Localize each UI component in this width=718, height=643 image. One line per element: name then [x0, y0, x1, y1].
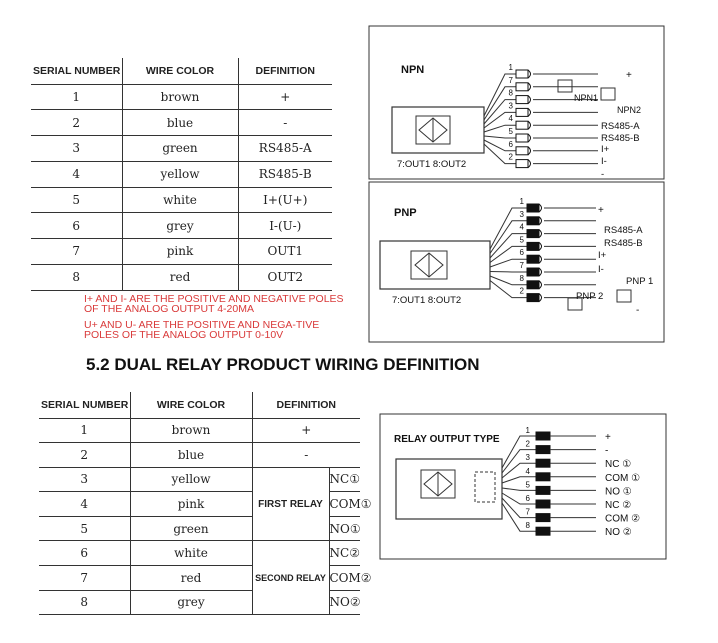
- analog-current-note: I+ AND I- ARE THE POSITIVE AND NEGATIVE POLES OF THE ANALOG OUTPUT 4-20MA: [84, 293, 344, 315]
- color-cell: green: [130, 516, 252, 541]
- npn-iminus-label: I-: [601, 156, 607, 167]
- pin-number: 8: [519, 273, 524, 283]
- npn-wires: [484, 63, 598, 168]
- relay-output-label: +: [605, 432, 611, 443]
- definition-cell: COM②: [329, 566, 360, 591]
- connector-plug: [527, 204, 539, 212]
- serial-cell: 4: [31, 161, 122, 187]
- connector-plug: [527, 281, 539, 289]
- connector-plug: [516, 83, 528, 91]
- wire-line: [502, 493, 536, 504]
- serial-cell: 8: [31, 264, 122, 290]
- pin-number: 4: [519, 222, 524, 232]
- serial-cell: 3: [31, 136, 122, 162]
- pin-number: 1: [508, 63, 513, 72]
- color-cell: pink: [130, 492, 252, 517]
- pin-number: 5: [508, 127, 513, 136]
- serial-cell: 5: [39, 516, 130, 541]
- serial-cell: 8: [39, 590, 130, 615]
- connector-plug: [536, 446, 550, 454]
- relay-output-label: NC ①: [605, 459, 632, 471]
- pin-number: 4: [525, 466, 530, 476]
- serial-cell: 3: [39, 467, 130, 492]
- relay-output-label: -: [605, 445, 609, 457]
- pnp-frame: [369, 182, 664, 342]
- connector-plug: [527, 268, 539, 276]
- serial-cell: 4: [39, 492, 130, 517]
- pin-number: 7: [525, 507, 530, 517]
- pnp-iminus-label: I-: [598, 264, 604, 275]
- definition-cell: RS485-A: [238, 136, 332, 162]
- wire-line: [502, 450, 536, 473]
- first-relay-group: FIRST RELAY: [252, 467, 329, 541]
- connector-plug: [516, 147, 528, 155]
- serial-cell: 2: [31, 110, 122, 136]
- npn-iplus-label: I+: [601, 144, 610, 155]
- definition-cell: I+(U+): [238, 187, 332, 213]
- pin-number: 2: [519, 286, 524, 296]
- connector-plug: [516, 121, 528, 129]
- connector-plug: [516, 70, 528, 78]
- npn-diagram: [369, 26, 664, 180]
- header-wire-color: WIRE COLOR: [130, 392, 252, 418]
- pin-number: 8: [525, 521, 530, 531]
- wire-line: [502, 498, 536, 518]
- connector-plug: [527, 242, 539, 250]
- npn-plus-label: +: [626, 70, 632, 81]
- serial-cell: 7: [39, 566, 130, 591]
- header-serial-number: SERIAL NUMBER: [39, 392, 130, 418]
- pnp-rs485b-label: RS485-B: [604, 238, 643, 249]
- relay-output-label: NC ②: [605, 500, 632, 511]
- connector-plug: [536, 500, 550, 508]
- definition-cell: NC①: [329, 467, 360, 492]
- pnp-rs485a-label: RS485-A: [604, 225, 643, 236]
- definition-cell: OUT1: [238, 239, 332, 265]
- pnp-wires: [490, 197, 596, 302]
- pin-number: 7: [519, 261, 524, 270]
- serial-cell: 2: [39, 443, 130, 468]
- relay-output-label: NO ②: [605, 527, 632, 539]
- color-cell: brown: [122, 84, 238, 110]
- npn1-load: [558, 80, 572, 92]
- npn-rs485b-label: RS485-B: [601, 133, 640, 144]
- second-relay-group: SECOND RELAY: [252, 541, 329, 615]
- sensor-body: [392, 107, 484, 153]
- color-cell: red: [122, 264, 238, 290]
- serial-cell: 6: [31, 213, 122, 239]
- connector-plug: [516, 160, 528, 168]
- npn2-label: NPN2: [617, 105, 642, 115]
- definition-cell: NO②: [329, 590, 360, 615]
- wire-line: [490, 272, 527, 273]
- connector-plug: [536, 514, 550, 522]
- npn-minus-label: -: [601, 169, 605, 180]
- relay-title: RELAY OUTPUT TYPE: [394, 434, 500, 445]
- definition-cell: -: [238, 110, 332, 136]
- header-wire-color: WIRE COLOR: [122, 58, 238, 84]
- pin-number: 1: [519, 197, 524, 206]
- serial-cell: 1: [31, 84, 122, 110]
- definition-cell: RS485-B: [238, 161, 332, 187]
- relay-output-label: COM ①: [605, 472, 641, 484]
- serial-cell: 6: [39, 541, 130, 566]
- pin-number: 4: [508, 114, 513, 124]
- color-cell: yellow: [130, 467, 252, 492]
- pnp1-label: PNP 1: [626, 276, 654, 287]
- definition-cell: COM①: [329, 492, 360, 517]
- serial-cell: 1: [39, 418, 130, 443]
- connector-plug: [516, 108, 528, 116]
- wire-line: [502, 477, 536, 483]
- pin-number: 7: [508, 75, 513, 85]
- color-cell: brown: [130, 418, 252, 443]
- pin-number: 6: [525, 494, 530, 503]
- color-cell: yellow: [122, 161, 238, 187]
- connector-plug: [527, 294, 539, 302]
- pnp-iplus-label: I+: [598, 250, 607, 261]
- pin-number: 1: [525, 426, 530, 435]
- pin-number: 5: [525, 480, 530, 490]
- wire-line: [502, 463, 536, 478]
- connector-plug: [536, 473, 550, 481]
- sensor-body: [396, 459, 502, 519]
- pnp-title: PNP: [394, 207, 417, 219]
- color-cell: blue: [130, 443, 252, 468]
- header-definition: DEFINITION: [238, 58, 332, 84]
- relay-output-label: COM ②: [605, 513, 641, 525]
- serial-cell: 7: [31, 239, 122, 265]
- pnp-minus-label: -: [636, 305, 640, 316]
- sensor-body: [380, 241, 490, 289]
- connector-plug: [536, 459, 550, 467]
- npn-caption: 7:OUT1 8:OUT2: [397, 159, 467, 170]
- definition-cell: NC②: [329, 541, 360, 566]
- connector-plug: [536, 527, 550, 535]
- definition-cell: NO①: [329, 516, 360, 541]
- definition-cell: OUT2: [238, 264, 332, 290]
- relay-wires: [502, 426, 640, 538]
- connector-plug: [516, 134, 528, 142]
- pin-number: 6: [508, 139, 513, 149]
- color-cell: grey: [122, 213, 238, 239]
- color-cell: white: [122, 187, 238, 213]
- npn-title: NPN: [401, 64, 425, 76]
- definition-cell: -: [252, 443, 360, 468]
- connector-plug: [516, 96, 528, 104]
- color-cell: pink: [122, 239, 238, 265]
- connector-plug: [527, 217, 539, 225]
- relay-diagram: [380, 414, 666, 559]
- pnp-diagram: [369, 182, 664, 342]
- pin-number: 2: [508, 152, 513, 162]
- color-cell: red: [130, 566, 252, 591]
- connector-plug: [536, 486, 550, 494]
- analog-voltage-note: U+ AND U- ARE THE POSITIVE AND NEGA-TIVE POLES OF THE ANALOG OUTPUT 0-10V: [84, 319, 320, 341]
- definition-cell: +: [252, 418, 360, 443]
- wire-line: [484, 136, 516, 138]
- connector-plug: [527, 230, 539, 238]
- definition-cell: I-(U-): [238, 213, 332, 239]
- color-cell: grey: [130, 590, 252, 615]
- pnp-plus-label: +: [598, 205, 604, 216]
- connector-plug: [536, 432, 550, 440]
- pin-number: 6: [519, 248, 524, 258]
- definition-cell: +: [238, 84, 332, 110]
- pin-number: 3: [519, 209, 524, 219]
- relay-contacts: [475, 472, 495, 502]
- color-cell: blue: [122, 110, 238, 136]
- header-serial-number: SERIAL NUMBER: [31, 58, 122, 84]
- section-heading: 5.2 DUAL RELAY PRODUCT WIRING DEFINITION: [86, 355, 480, 374]
- pnp2-label: PNP 2: [576, 291, 604, 302]
- serial-cell: 5: [31, 187, 122, 213]
- color-cell: white: [130, 541, 252, 566]
- connector-plug: [527, 255, 539, 263]
- npn-rs485a-label: RS485-A: [601, 121, 640, 132]
- pin-number: 5: [519, 235, 524, 245]
- pin-number: 8: [508, 88, 513, 98]
- color-cell: green: [122, 136, 238, 162]
- pin-number: 2: [525, 439, 530, 449]
- npn1-label: NPN1: [574, 93, 599, 103]
- relay-output-label: NO ①: [605, 486, 632, 498]
- pnp1-load: [617, 290, 631, 302]
- header-definition: DEFINITION: [252, 392, 360, 418]
- pin-number: 3: [525, 453, 530, 463]
- pnp-caption: 7:OUT1 8:OUT2: [392, 295, 462, 306]
- pin-number: 3: [508, 101, 513, 111]
- npn2-load: [601, 88, 615, 100]
- wire-line: [502, 488, 536, 490]
